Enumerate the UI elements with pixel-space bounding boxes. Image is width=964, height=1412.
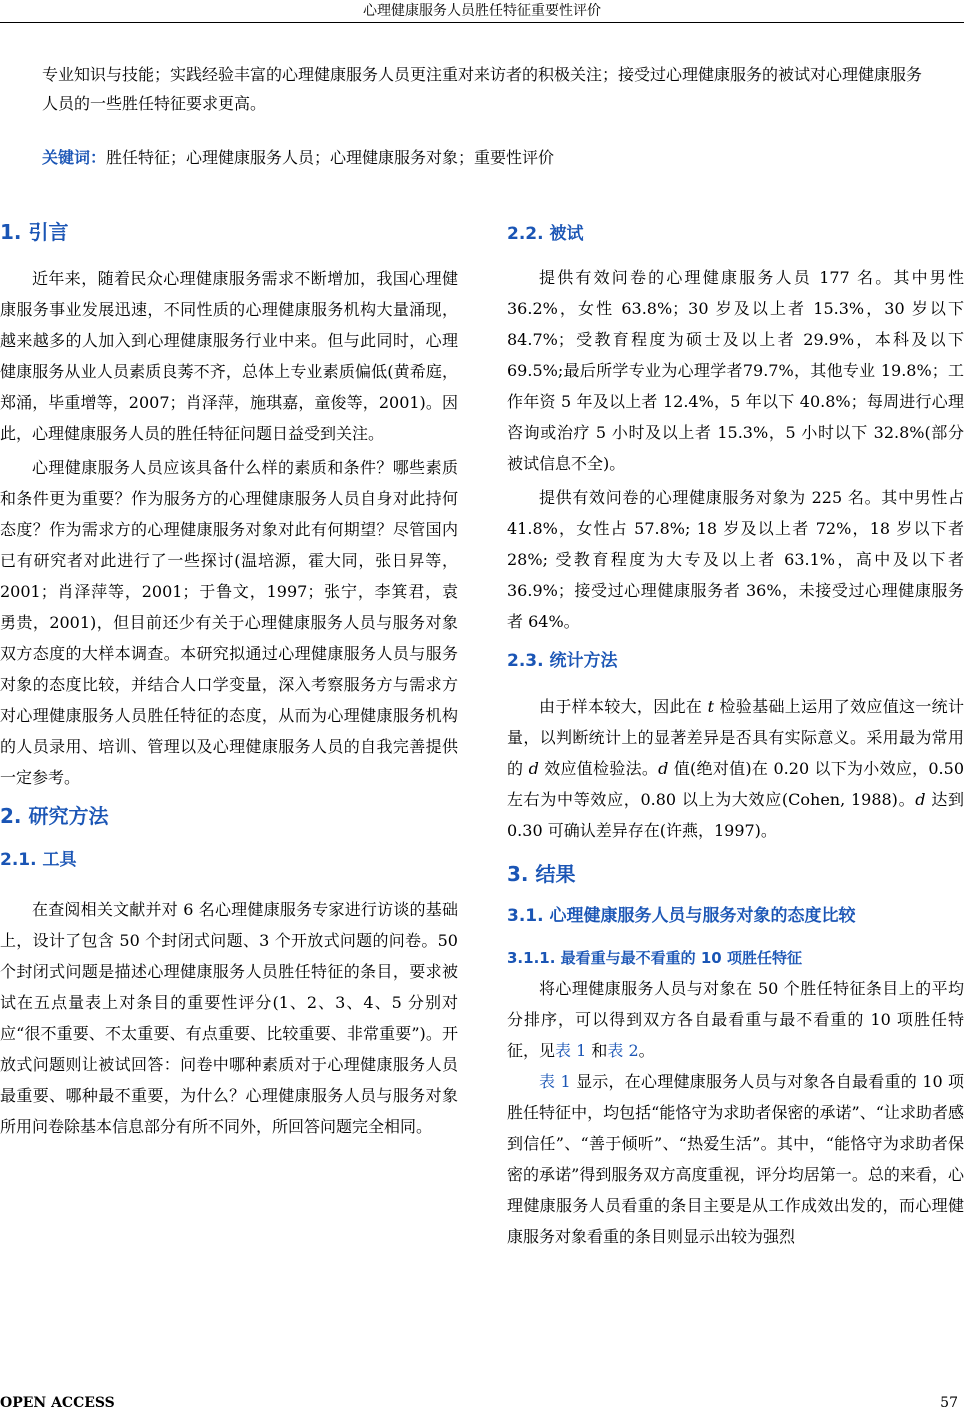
section-3-1-1-paragraph-1: 将心理健康服务人员与对象在 50 个胜任特征条目上的平均分排序，可以得到双方各自最看重与最不看重的 10 项胜任特征，见表 1 和表 2。 xyxy=(507,979,964,1060)
running-header: 心理健康服务人员胜任特征重要性评价 xyxy=(363,3,601,19)
keywords-line xyxy=(42,146,932,170)
abstract-tail: 专业知识与技能；实践经验丰富的心理健康服务人员更注重对来访者的积极关注；接受过心理健康服务的被试对心理健康服务人员的一些胜任特征要求更高。 xyxy=(42,65,923,113)
section-2-heading: 2. 研究方法 xyxy=(0,804,109,828)
section-2-3-heading: 2.3. 统计方法 xyxy=(507,651,618,671)
left-column xyxy=(0,218,458,1142)
table-1-link[interactable]: 表 1 xyxy=(539,1072,571,1091)
section-2-1-paragraph: 在查阅相关文献并对 6 名心理健康服务专家进行访谈的基础上，设计了包含 50 个封闭式问题、3 个开放式问题的问卷。50 个封闭式问题是描述心理健康服务人员胜任特征的条目，要求被试在五点量表上对条目的重要性评分(1、2、3、4、5 分别对应“很不重要、不太重要、有点重要、比较重要、非常重要”)。开放式问题则让被试回答：问卷中哪种素质对于心理健康服务人员最重要、哪种最不重要，为什么？心理健康服务人员与服务对象所用问卷除基本信息部分有所不同外，所回答问题完全相同。 xyxy=(0,900,458,1136)
section-1-paragraph-1: 近年来，随着民众心理健康服务需求不断增加，我国心理健康服务事业发展迅速，不同性质的心理健康服务机构大量涌现，越来越多的人加入到心理健康服务行业中来。但与此同时，心理健康服务从业人员素质良莠不齐，总体上专业素质偏低(黄希庭，郑涌，毕重增等，2007；肖泽萍，施琪嘉，童俊等，2001)。因此，心理健康服务人员的胜任特征问题日益受到关注。 xyxy=(0,269,458,443)
section-2-3-paragraph: 由于样本较大，因此在 t 检验基础上运用了效应值这一统计量，以判断统计上的显著差异是否具有实际意义。采用最为常用的 d 效应值检验法。d 值(绝对值)在 0.20 以下为小效应，0.50 左右为中等效应，0.80 以上为大效应(Cohen, 1988)。d 达到 0.30 可确认差异存在(许燕，1997)。 xyxy=(507,697,964,840)
section-3-1-heading: 3.1. 心理健康服务人员与服务对象的态度比较 xyxy=(507,906,856,926)
section-3-1-1-paragraph-2: 表 1 显示，在心理健康服务人员与对象各自最看重的 10 项胜任特征中，均包括“能恪守为求助者保密的承诺”、“让求助者感到信任”、“善于倾听”、“热爱生活”。其中，“能恪守为求助者保密的承诺”得到服务双方高度重视，评分均居第一。总的来看，心理健康服务人员看重的条目主要是从工作成效出发的，而心理健康服务对象看重的条目则显示出较为强烈 xyxy=(507,1072,964,1246)
keywords-text: 胜任特征；心理健康服务人员；心理健康服务对象；重要性评价 xyxy=(106,148,555,167)
section-2-2-paragraph-1: 提供有效问卷的心理健康服务人员 177 名。其中男性 36.2%，女性 63.8%；30 岁及以上者 15.3%，30 岁以下 84.7%；受教育程度为硕士及以上者 29.9%，本科及以下69.5%;最后所学专业为心理学者79.7%，其他专业 19.8%；工作年资 5 年及以上者 12.4%，5 年以下 40.8%；每周进行心理咨询或治疗 5 小时及以上者 15.3%，5 小时以下 32.8%(部分被试信息不全)。 xyxy=(507,268,964,473)
section-3-heading: 3. 结果 xyxy=(507,862,576,886)
section-2-2-paragraph-2: 提供有效问卷的心理健康服务对象为 225 名。其中男性占 41.8%，女性占 57.8%; 18 岁及以上者 72%，18 岁以下者 28%; 受教育程度为大专及以上者 63.1%，高中及以下者 36.9%；接受过心理健康服务者 36%，未接受过心理健康服务者 64%。 xyxy=(507,488,964,631)
section-2-2-heading: 2.2. 被试 xyxy=(507,224,584,244)
right-column xyxy=(507,218,964,1252)
section-2-1-heading: 2.1. 工具 xyxy=(0,850,77,870)
header-rule xyxy=(0,22,964,23)
footer-open-access: OPEN ACCESS xyxy=(0,1395,115,1411)
page-number: 57 xyxy=(940,1395,958,1411)
keywords-label: 关键词： xyxy=(42,148,107,167)
table-1-link[interactable]: 表 1 xyxy=(555,1041,587,1060)
table-2-link[interactable]: 表 2 xyxy=(607,1041,639,1060)
section-1-heading: 1. 引言 xyxy=(0,220,69,244)
section-1-paragraph-2: 心理健康服务人员应该具备什么样的素质和条件？哪些素质和条件更为重要？作为服务方的心理健康服务人员自身对此持何态度？作为需求方的心理健康服务对象对此有何期望？尽管国内已有研究者对此进行了一些探讨(温培源，霍大同，张日昇等，2001；肖泽萍等，2001；于鲁文，1997；张宁，李箕君，袁勇贵，2001)，但目前还少有关于心理健康服务人员与服务对象双方态度的大样本调查。本研究拟通过心理健康服务人员与服务对象的态度比较，并结合人口学变量，深入考察服务方与需求方对心理健康服务人员胜任特征的态度，从而为心理健康服务机构的人员录用、培训、管理以及心理健康服务人员的自我完善提供一定参考。 xyxy=(0,458,458,787)
section-3-1-1-heading: 3.1.1. 最看重与最不看重的 10 项胜任特征 xyxy=(507,949,802,967)
